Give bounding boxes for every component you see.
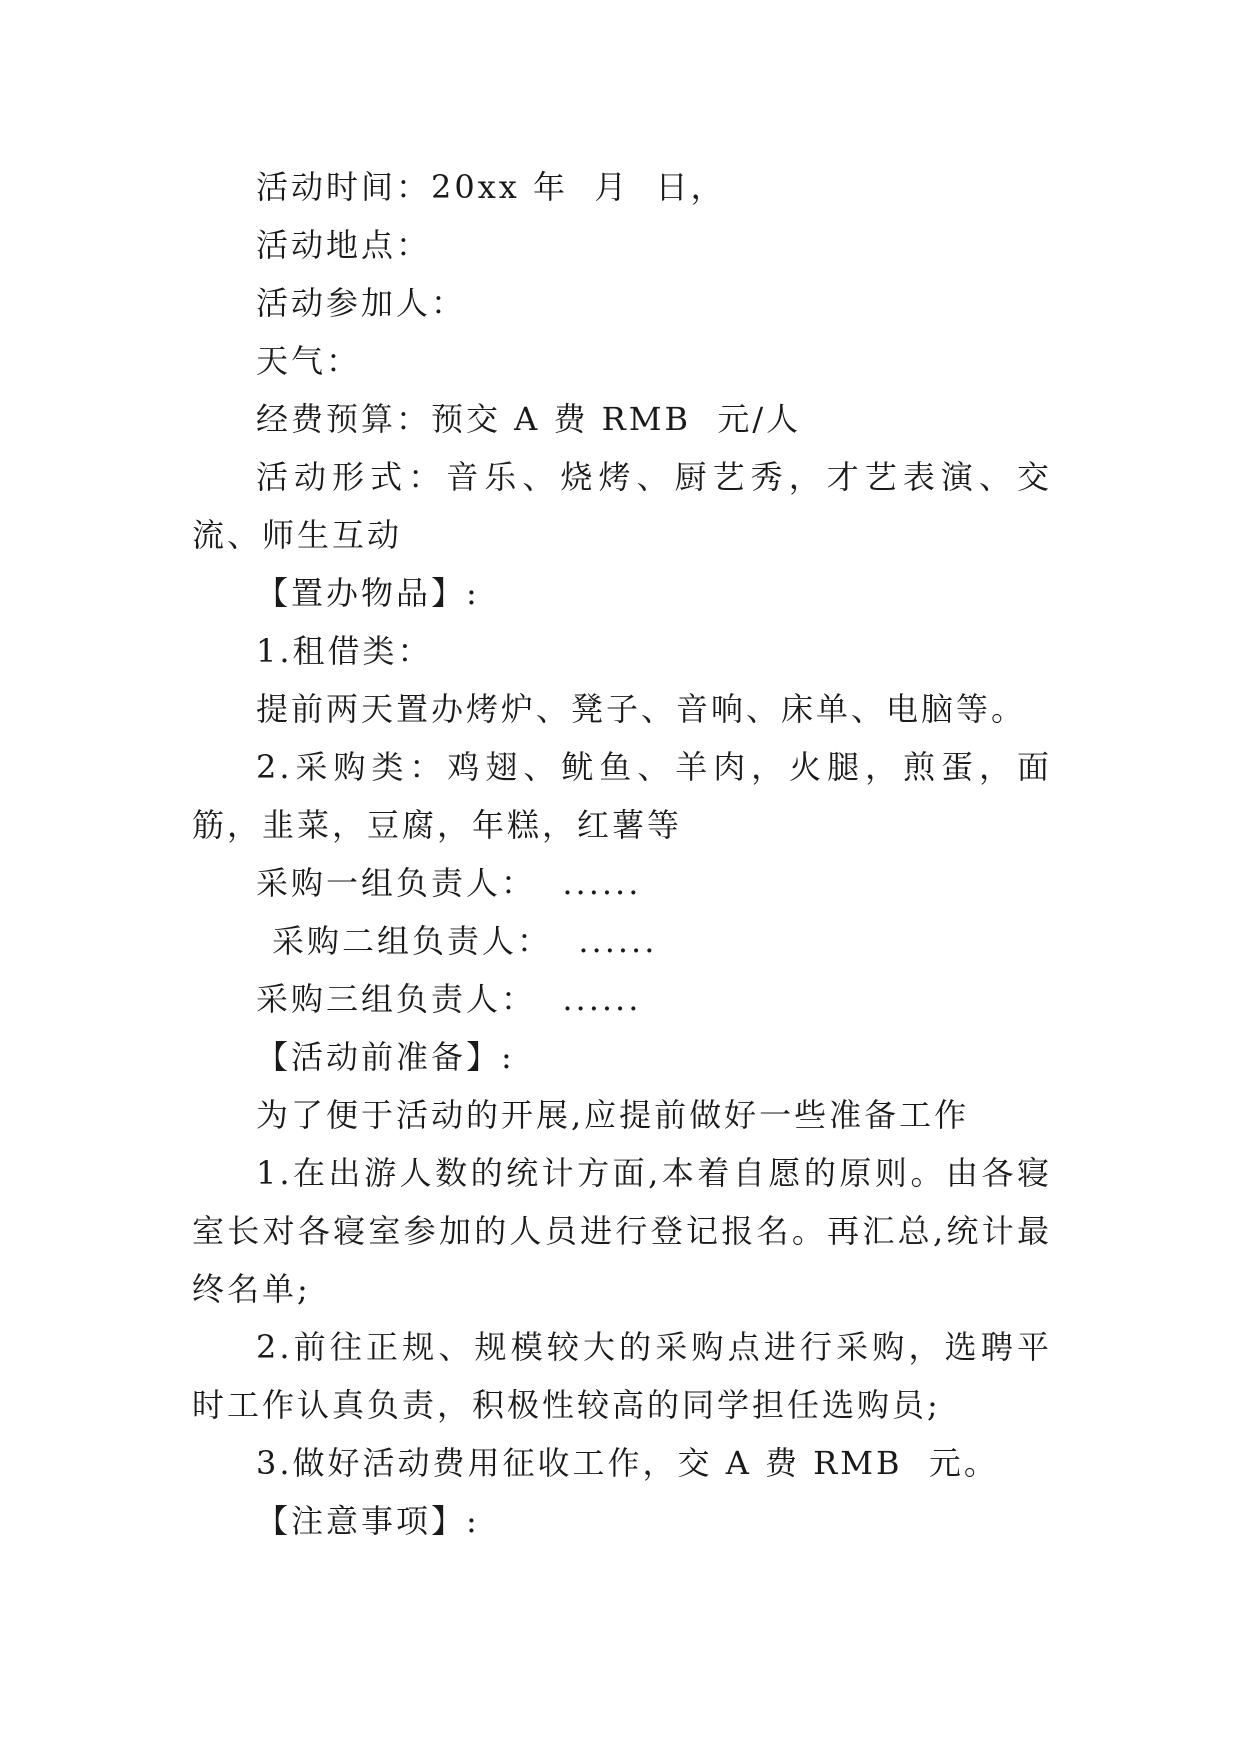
section-heading-prep: 【活动前准备】: xyxy=(256,1038,515,1076)
activity-form: 活动形式：音乐、烧烤、厨艺秀，才艺表演、交流、师生互动 xyxy=(192,458,1052,554)
rent-title: 1.租借类： xyxy=(256,632,433,670)
purchase-group-2: 采购二组负责人： ...... xyxy=(272,922,658,960)
section-heading-items: 【置办物品】: xyxy=(256,574,480,612)
prep-item-1: 1.在出游人数的统计方面,本着自愿的原则。由各寝室长对各寝室参加的人员进行登记报名。再汇总,统计最终名单; xyxy=(192,1154,1052,1308)
weather: 天气： xyxy=(256,342,362,380)
purchase-group-3: 采购三组负责人： ...... xyxy=(256,980,642,1018)
prep-intro: 为了便于活动的开展,应提前做好一些准备工作 xyxy=(256,1096,970,1134)
prep-item-3: 3.做好活动费用征收工作，交 A 费 RMB 元。 xyxy=(256,1444,999,1482)
prep-item-2: 2.前往正规、规模较大的采购点进行采购，选聘平时工作认真负责，积极性较高的同学担任选购员; xyxy=(192,1328,1052,1424)
section-heading-notes: 【注意事项】: xyxy=(256,1502,480,1540)
activity-place: 活动地点： xyxy=(256,226,432,264)
document-body xyxy=(192,158,1052,1550)
activity-participants: 活动参加人： xyxy=(256,284,467,322)
budget: 经费预算：预交 A 费 RMB 元/人 xyxy=(256,400,802,438)
purchase-group-1: 采购一组负责人： ...... xyxy=(256,864,642,902)
purchase-text: 2.采购类：鸡翅、鱿鱼、羊肉，火腿，煎蛋，面筋，韭菜，豆腐，年糕，红薯等 xyxy=(192,748,1052,844)
rent-text: 提前两天置办烤炉、凳子、音响、床单、电脑等。 xyxy=(256,690,1027,728)
activity-time: 活动时间：20xx 年 月 日， xyxy=(256,168,726,206)
